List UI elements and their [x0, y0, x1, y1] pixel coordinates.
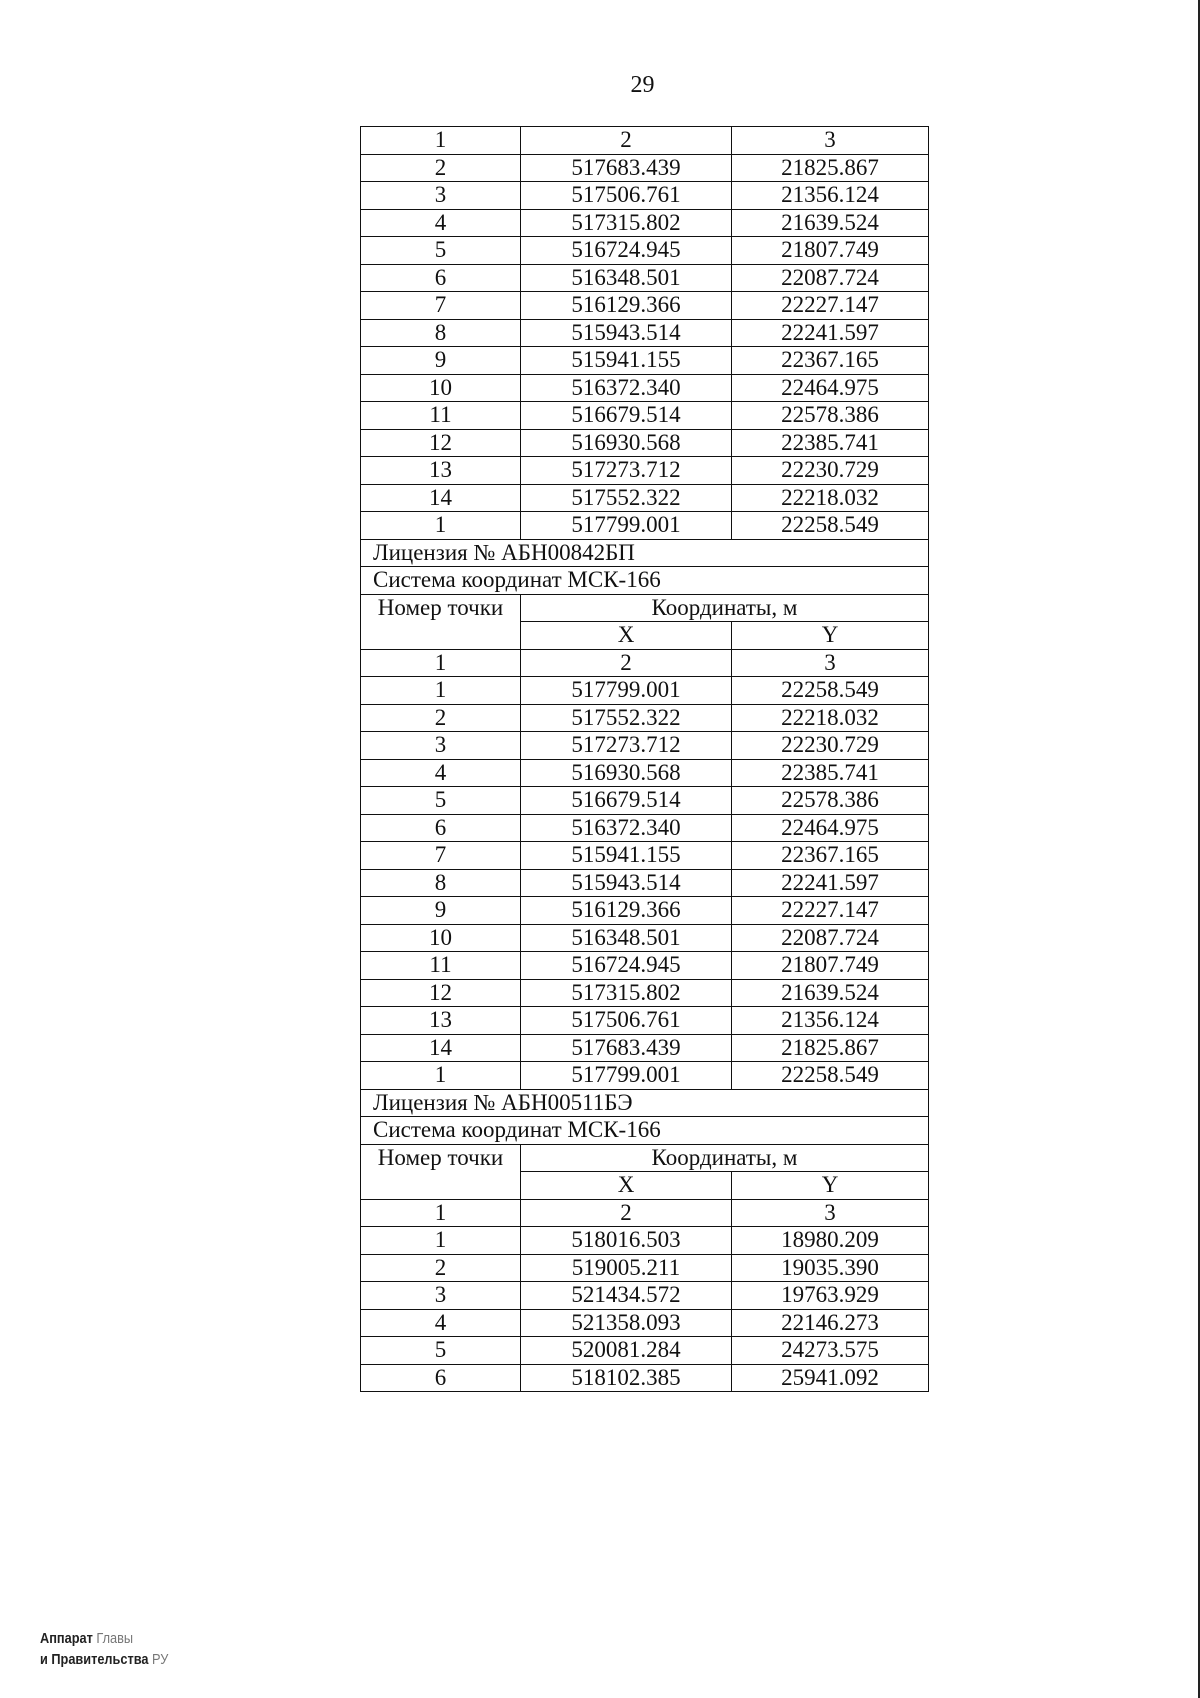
y-coordinate-cell: 21825.867 — [732, 154, 929, 182]
y-coordinate-cell: 22367.165 — [732, 842, 929, 870]
y-header: Y — [732, 1172, 929, 1200]
x-coordinate-cell: 517506.761 — [521, 1007, 732, 1035]
y-coordinate-cell: 21807.749 — [732, 237, 929, 265]
coordinate-system-title: Система координат МСК-166 — [361, 567, 929, 595]
table-row — [361, 869, 929, 897]
point-number-cell: 2 — [361, 154, 521, 182]
x-coordinate-cell: 517799.001 — [521, 1062, 732, 1090]
coordinate-system-title: Система координат МСК-166 — [361, 1117, 929, 1145]
column-number-cell: 1 — [361, 649, 521, 677]
point-number-cell: 8 — [361, 319, 521, 347]
table-row — [361, 484, 929, 512]
y-coordinate-cell: 24273.575 — [732, 1337, 929, 1365]
point-number-cell: 4 — [361, 1309, 521, 1337]
y-coordinate-cell: 22230.729 — [732, 457, 929, 485]
license-title: Лицензия № АБН00842БП — [361, 539, 929, 567]
column-number-cell: 2 — [521, 649, 732, 677]
point-number-cell: 10 — [361, 924, 521, 952]
y-header: Y — [732, 622, 929, 650]
point-number-cell: 3 — [361, 182, 521, 210]
y-coordinate-cell: 22578.386 — [732, 402, 929, 430]
point-number-header: Номер точки — [361, 594, 521, 649]
table-row — [361, 1034, 929, 1062]
table-row — [361, 732, 929, 760]
table-row — [361, 154, 929, 182]
header-row — [361, 1144, 929, 1172]
table-row — [361, 704, 929, 732]
point-number-cell: 1 — [361, 677, 521, 705]
point-number-cell: 4 — [361, 209, 521, 237]
point-number-cell: 5 — [361, 237, 521, 265]
y-coordinate-cell: 22218.032 — [732, 484, 929, 512]
stamp-line-1 — [40, 1628, 168, 1649]
point-number-cell: 12 — [361, 979, 521, 1007]
page-number: 29 — [630, 72, 655, 98]
table-row — [361, 1254, 929, 1282]
point-number-cell: 9 — [361, 347, 521, 375]
license-title: Лицензия № АБН00511БЭ — [361, 1089, 929, 1117]
header-row — [361, 594, 929, 622]
table-row — [361, 787, 929, 815]
point-number-cell: 14 — [361, 1034, 521, 1062]
license-row — [361, 539, 929, 567]
column-number-cell: 3 — [732, 649, 929, 677]
x-coordinate-cell: 517799.001 — [521, 677, 732, 705]
point-number-cell: 4 — [361, 759, 521, 787]
table-row — [361, 952, 929, 980]
column-number-cell: 1 — [361, 1199, 521, 1227]
point-number-cell: 6 — [361, 1364, 521, 1392]
table-row — [361, 1364, 929, 1392]
table-row — [361, 264, 929, 292]
point-number-cell: 6 — [361, 264, 521, 292]
x-coordinate-cell: 518016.503 — [521, 1227, 732, 1255]
table-row — [361, 209, 929, 237]
point-number-cell: 2 — [361, 704, 521, 732]
y-coordinate-cell: 21356.124 — [732, 182, 929, 210]
point-number-cell: 1 — [361, 1227, 521, 1255]
x-coordinate-cell: 515943.514 — [521, 869, 732, 897]
x-coordinate-cell: 517683.439 — [521, 1034, 732, 1062]
table-row — [361, 924, 929, 952]
table-row — [361, 512, 929, 540]
column-numbers-row — [361, 127, 929, 155]
x-coordinate-cell: 516129.366 — [521, 292, 732, 320]
y-coordinate-cell: 22367.165 — [732, 347, 929, 375]
stamp-text: Аппарат — [40, 1630, 93, 1647]
footer-stamp — [40, 1628, 168, 1670]
table-row — [361, 319, 929, 347]
point-number-cell: 6 — [361, 814, 521, 842]
y-coordinate-cell: 22385.741 — [732, 429, 929, 457]
x-coordinate-cell: 515941.155 — [521, 347, 732, 375]
x-coordinate-cell: 516679.514 — [521, 402, 732, 430]
stamp-text: Главы — [96, 1630, 134, 1647]
stamp-text: и Правительства — [40, 1651, 149, 1668]
y-coordinate-cell: 22227.147 — [732, 292, 929, 320]
y-coordinate-cell: 22087.724 — [732, 264, 929, 292]
column-number-cell: 3 — [732, 127, 929, 155]
x-coordinate-cell: 515943.514 — [521, 319, 732, 347]
x-coordinate-cell: 516348.501 — [521, 924, 732, 952]
column-number-cell: 1 — [361, 127, 521, 155]
x-coordinate-cell: 517315.802 — [521, 979, 732, 1007]
license-row — [361, 1089, 929, 1117]
point-number-cell: 12 — [361, 429, 521, 457]
x-coordinate-cell: 516724.945 — [521, 952, 732, 980]
y-coordinate-cell: 21356.124 — [732, 1007, 929, 1035]
y-coordinate-cell: 21825.867 — [732, 1034, 929, 1062]
y-coordinate-cell: 22464.975 — [732, 814, 929, 842]
point-number-cell: 10 — [361, 374, 521, 402]
coordinates-table — [360, 126, 929, 1392]
table-row — [361, 292, 929, 320]
x-coordinate-cell: 517552.322 — [521, 704, 732, 732]
x-coordinate-cell: 517799.001 — [521, 512, 732, 540]
table-row — [361, 842, 929, 870]
point-number-cell: 3 — [361, 732, 521, 760]
table-row — [361, 677, 929, 705]
column-number-cell: 2 — [521, 1199, 732, 1227]
x-coordinate-cell: 517552.322 — [521, 484, 732, 512]
table-row — [361, 237, 929, 265]
y-coordinate-cell: 22230.729 — [732, 732, 929, 760]
x-coordinate-cell: 517273.712 — [521, 457, 732, 485]
x-coordinate-cell: 517273.712 — [521, 732, 732, 760]
point-number-cell: 7 — [361, 292, 521, 320]
coordinates-header: Координаты, м — [521, 594, 929, 622]
point-number-cell: 11 — [361, 952, 521, 980]
stamp-line-2 — [40, 1649, 168, 1670]
table-row — [361, 814, 929, 842]
point-number-cell: 8 — [361, 869, 521, 897]
y-coordinate-cell: 22146.273 — [732, 1309, 929, 1337]
x-coordinate-cell: 515941.155 — [521, 842, 732, 870]
x-coordinate-cell: 521358.093 — [521, 1309, 732, 1337]
y-coordinate-cell: 22258.549 — [732, 512, 929, 540]
point-number-cell: 11 — [361, 402, 521, 430]
x-coordinate-cell: 516679.514 — [521, 787, 732, 815]
y-coordinate-cell: 22218.032 — [732, 704, 929, 732]
x-coordinate-cell: 520081.284 — [521, 1337, 732, 1365]
y-coordinate-cell: 22464.975 — [732, 374, 929, 402]
table-row — [361, 1337, 929, 1365]
table-row — [361, 402, 929, 430]
y-coordinate-cell: 22385.741 — [732, 759, 929, 787]
table-row — [361, 979, 929, 1007]
x-header: X — [521, 1172, 732, 1200]
table-row — [361, 347, 929, 375]
table-row — [361, 1309, 929, 1337]
y-coordinate-cell: 22258.549 — [732, 1062, 929, 1090]
table-row — [361, 457, 929, 485]
y-coordinate-cell: 25941.092 — [732, 1364, 929, 1392]
x-coordinate-cell: 516372.340 — [521, 814, 732, 842]
table-row — [361, 374, 929, 402]
y-coordinate-cell: 22578.386 — [732, 787, 929, 815]
x-coordinate-cell: 516724.945 — [521, 237, 732, 265]
y-coordinate-cell: 22087.724 — [732, 924, 929, 952]
column-numbers-row — [361, 649, 929, 677]
x-header: X — [521, 622, 732, 650]
column-number-cell: 3 — [732, 1199, 929, 1227]
x-coordinate-cell: 518102.385 — [521, 1364, 732, 1392]
x-coordinate-cell: 517683.439 — [521, 154, 732, 182]
point-number-cell: 2 — [361, 1254, 521, 1282]
x-coordinate-cell: 516930.568 — [521, 429, 732, 457]
column-numbers-row — [361, 1199, 929, 1227]
y-coordinate-cell: 22227.147 — [732, 897, 929, 925]
x-coordinate-cell: 516348.501 — [521, 264, 732, 292]
table-row — [361, 429, 929, 457]
x-coordinate-cell: 516930.568 — [521, 759, 732, 787]
point-number-cell: 7 — [361, 842, 521, 870]
coord-system-row — [361, 567, 929, 595]
point-number-cell: 5 — [361, 1337, 521, 1365]
table-row — [361, 1062, 929, 1090]
table-row — [361, 1227, 929, 1255]
point-number-cell: 14 — [361, 484, 521, 512]
x-coordinate-cell: 517506.761 — [521, 182, 732, 210]
stamp-text: РУ — [152, 1651, 169, 1668]
y-coordinate-cell: 18980.209 — [732, 1227, 929, 1255]
y-coordinate-cell: 21639.524 — [732, 979, 929, 1007]
table-row — [361, 182, 929, 210]
y-coordinate-cell: 19763.929 — [732, 1282, 929, 1310]
point-number-header: Номер точки — [361, 1144, 521, 1199]
point-number-cell: 13 — [361, 1007, 521, 1035]
x-coordinate-cell: 519005.211 — [521, 1254, 732, 1282]
table-row — [361, 759, 929, 787]
table-row — [361, 1282, 929, 1310]
table-row — [361, 897, 929, 925]
table-row — [361, 1007, 929, 1035]
point-number-cell: 13 — [361, 457, 521, 485]
point-number-cell: 1 — [361, 512, 521, 540]
y-coordinate-cell: 21807.749 — [732, 952, 929, 980]
column-number-cell: 2 — [521, 127, 732, 155]
y-coordinate-cell: 22241.597 — [732, 869, 929, 897]
coordinates-header: Координаты, м — [521, 1144, 929, 1172]
x-coordinate-cell: 521434.572 — [521, 1282, 732, 1310]
x-coordinate-cell: 517315.802 — [521, 209, 732, 237]
x-coordinate-cell: 516129.366 — [521, 897, 732, 925]
point-number-cell: 3 — [361, 1282, 521, 1310]
point-number-cell: 9 — [361, 897, 521, 925]
y-coordinate-cell: 19035.390 — [732, 1254, 929, 1282]
y-coordinate-cell: 22241.597 — [732, 319, 929, 347]
point-number-cell: 5 — [361, 787, 521, 815]
y-coordinate-cell: 22258.549 — [732, 677, 929, 705]
x-coordinate-cell: 516372.340 — [521, 374, 732, 402]
y-coordinate-cell: 21639.524 — [732, 209, 929, 237]
coord-system-row — [361, 1117, 929, 1145]
point-number-cell: 1 — [361, 1062, 521, 1090]
